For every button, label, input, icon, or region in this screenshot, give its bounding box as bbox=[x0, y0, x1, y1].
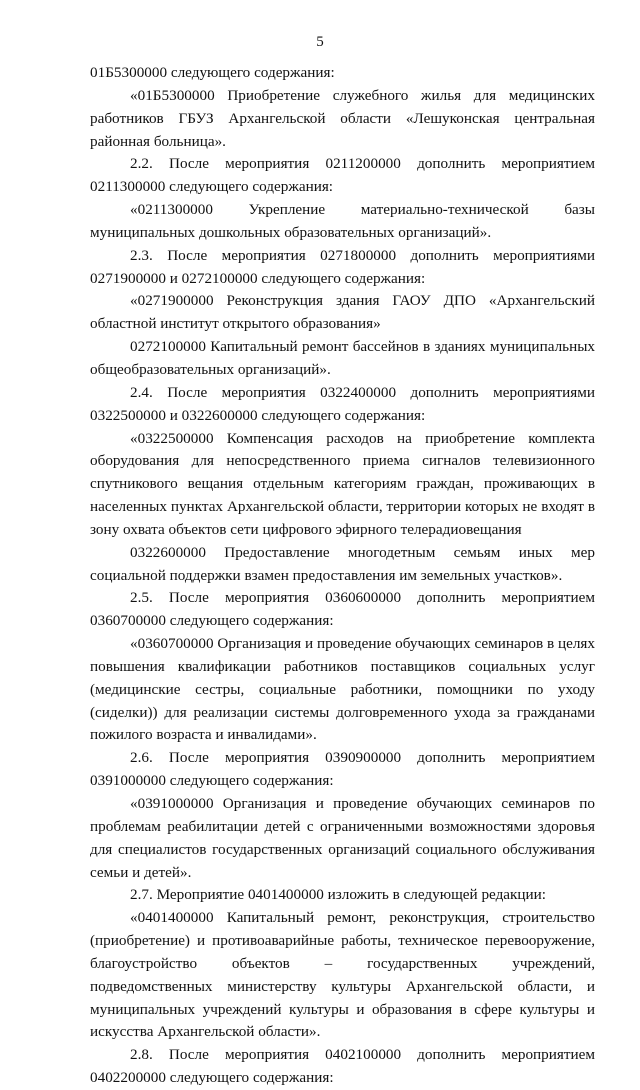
page-number: 5 bbox=[316, 34, 324, 50]
paragraph: 2.2. После мероприятия 0211200000 дополнить мероприятием 0211300000 следующего содержания: bbox=[90, 155, 595, 196]
paragraph: «0322500000 Компенсация расходов на приобретение комплекта оборудования для непосредственного приема сигналов телевизионного спутникового вещания отдельным категориям граждан, проживающих в населенных пунктах Архангельской области, территории которых не входят в зону охвата объектов сети цифрового эфирного телерадиовещания bbox=[90, 429, 595, 538]
paragraph: «0360700000 Организация и проведение обучающих семинаров в целях повышения квалификации работников поставщиков социальных услуг (медицинские сестры, социальные работники, помощники по уходу (сиделки)) для реализации системы долговременного ухода за гражданами пожилого возраста и инвалидами». bbox=[90, 635, 595, 744]
paragraph: 0272100000 Капитальный ремонт бассейнов в зданиях муниципальных общеобразовательных организаций». bbox=[90, 338, 595, 378]
paragraph: 2.3. После мероприятия 0271800000 дополнить мероприятиями 0271900000 и 0272100000 следующего содержания: bbox=[90, 246, 595, 287]
paragraph: 2.4. После мероприятия 0322400000 дополнить мероприятиями 0322500000 и 0322600000 следующего содержания: bbox=[90, 383, 595, 424]
paragraph: «0271900000 Реконструкция здания ГАОУ ДПО «Архангельский областной институт открытого образования» bbox=[90, 292, 595, 333]
document-body bbox=[90, 62, 595, 1090]
paragraph: «0401400000 Капитальный ремонт, реконструкция, строительство (приобретение) и противоаварийные работы, техническое перевооружение, благоустройство объектов – государственных учреждений, подведомственных министерству культуры Архангельской области, и муниципальных учреждений культуры и образования в сфере культуры и искусства Архангельской области». bbox=[90, 909, 595, 1041]
paragraph: «01Б5300000 Приобретение служебного жилья для медицинских работников ГБУЗ Архангельской области «Лешуконская центральная районная больница». bbox=[90, 86, 595, 150]
paragraph: 2.7. Мероприятие 0401400000 изложить в следующей редакции: bbox=[130, 886, 547, 904]
paragraph: «0391000000 Организация и проведение обучающих семинаров по проблемам реабилитации детей с ограниченными возможностями здоровья для специалистов государственных организаций социального обслуживания семьи и детей». bbox=[90, 795, 595, 881]
paragraph: 2.8. После мероприятия 0402100000 дополнить мероприятием 0402200000 следующего содержания: bbox=[90, 1046, 595, 1087]
paragraph: 01Б5300000 следующего содержания: bbox=[90, 64, 335, 81]
paragraph: 2.5. После мероприятия 0360600000 дополнить мероприятием 0360700000 следующего содержания: bbox=[90, 589, 595, 630]
paragraph: «0211300000 Укрепление материально-технической базы муниципальных дошкольных образовательных организаций». bbox=[90, 201, 595, 241]
paragraph: 2.6. После мероприятия 0390900000 дополнить мероприятием 0391000000 следующего содержания: bbox=[90, 749, 595, 790]
paragraph: 0322600000 Предоставление многодетным семьям иных мер социальной поддержки взамен предоставления им земельных участков». bbox=[90, 543, 595, 584]
